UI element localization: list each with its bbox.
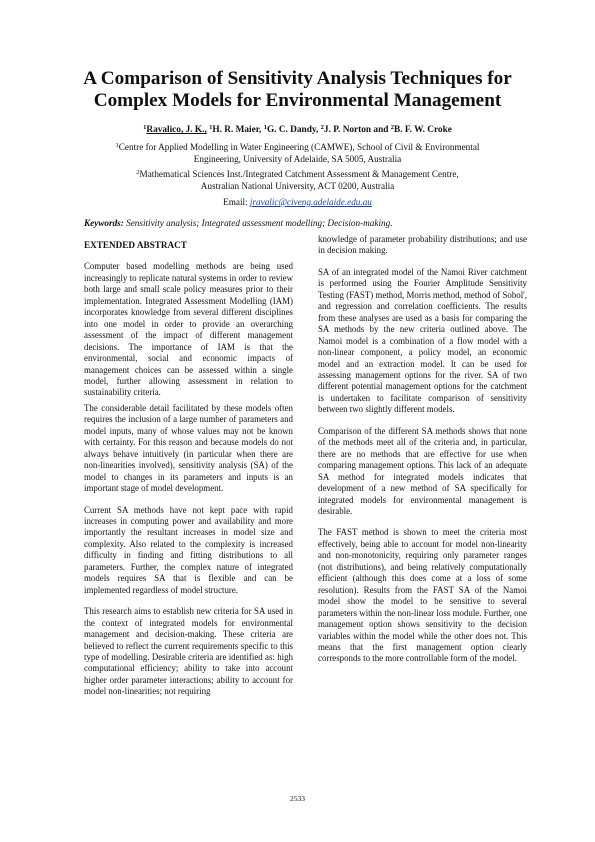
keywords [84,218,524,230]
abstract-paragraph: This research aims to establish new criteria for SA used in the context of integrated models for environmental management and decision-making. These criteria are believed to reflect the current requirements specific to this type of modelling. Desirable criteria are identified as: high computational efficiency; ability to take into account higher order parameter interactions; ability to account for model non-linearities; not requiring [84,606,293,697]
abstract-paragraph: knowledge of parameter probability distributions; and use in decision making. [318,234,527,256]
paper-title-line-1: A Comparison of Sensitivity Analysis Techniques for [83,68,512,89]
email-label: Email: [223,197,248,207]
page-number: 2533 [290,794,305,803]
author: $^2$B. F. W. Croke [390,124,452,135]
author: $^1$H. R. Maier, [209,124,262,135]
left-column [84,240,293,708]
keywords-label: Keywords: [84,218,124,228]
abstract-paragraph: Computer based modelling methods are being used increasingly to replicate natural systems in order to review both large and small scale policy measures prior to their implementation. Integrated Assessment Modelling (IAM) incorporates knowledge from several different disciplines into one model in order to provide an overarching assessment of the impact of different management decisions. The importance of IAM is that the environmental, social and economic impacts of management choices can be assessed within a single model, further allowing assessment in relation to sustainability criteria. [84,261,293,398]
keywords-text: Sensitivity analysis; Integrated assessment modelling; Decision-making. [126,218,393,228]
abstract-paragraph: Comparison of the different SA methods shows that none of the methods meet all of the criteria and, in particular, there are no methods that are effective for use when comparing management options. This lack of an adequate SA method for integrated models indicates that development of a new method of SA specifically for integrated models for environmental management is desirable. [318,425,527,516]
author-list [60,124,535,136]
email-link[interactable]: jravalic@civeng.adelaide.edu.au [249,197,372,207]
paper-title [60,68,535,112]
section-heading: EXTENDED ABSTRACT [84,240,187,250]
right-column [318,234,527,675]
paper-title-line-2: Complex Models for Environmental Management [93,90,502,111]
contact-email [80,197,515,209]
author: $^2$J. P. Norton and [320,124,389,135]
affiliation-2: $^2$Mathematical Sciences Inst./Integrated Catchment Assessment & Management Centre, Australian National University, ACT 0200, Australia [136,169,459,191]
abstract-paragraph: Current SA methods have not kept pace with rapid increases in computing power and availability and more importantly the resultant increases in model size and complexity. Also related to the complexity is increased difficulty in finding and fitting distributions to all parameters. Further, the complex nature of integrated models requires SA that is flexible and can be implemented regardless of model structure. [84,504,293,595]
author: $^1$G. C. Dandy, [263,124,319,135]
affiliation-1: $^1$Centre for Applied Modelling in Water Engineering (CAMWE), School of Civil & Environmental Engineering, University of Adelaide, SA 5005, Australia [115,142,480,164]
abstract-paragraph: SA of an integrated model of the Namoi River catchment is performed using the Fourier Amplitude Sensitivity Testing (FAST) method, Morris method, method of Sobol', and regression and correlation coefficients. The results from these analyses are used as a basis for comparing the SA methods by the new criteria outlined above. The Namoi model is a combination of a flow model with a non-linear component, a policy model, an economic model and an extraction model. It can be used for assessing management options for the river. SA of two different potential management options for the catchment is undertaken to facilitate comparison of sensitivity between two slightly different models. [318,266,527,415]
abstract-paragraph: The FAST method is shown to meet the criteria most effectively, being able to account for model non-linearity and non-monotonicity, requiring only parameter ranges (not distributions), and being relatively computationally efficient (although this does come at a loss of some resolution). Results from the FAST SA of the Namoi model show the model to be sensitive to several parameters within the non-linear loss module. Further, one management option shows sensitivity to the decision variables within the model while the other does not. This means that the first management option clearly corresponds to the more controllable form of the model. [318,527,527,664]
abstract-paragraph: The considerable detail facilitated by these models often requires the inclusion of a large number of parameters and model inputs, many of whose values may not be known with certainty. For this reason and because models do not always behave intuitively (in particular when there are non-linearities involved), sensitivity analysis (SA) of the model to changes in its parameters and inputs is an important stage of model development. [84,402,293,494]
author: $^1$Ravalico, J. K., [143,124,207,135]
